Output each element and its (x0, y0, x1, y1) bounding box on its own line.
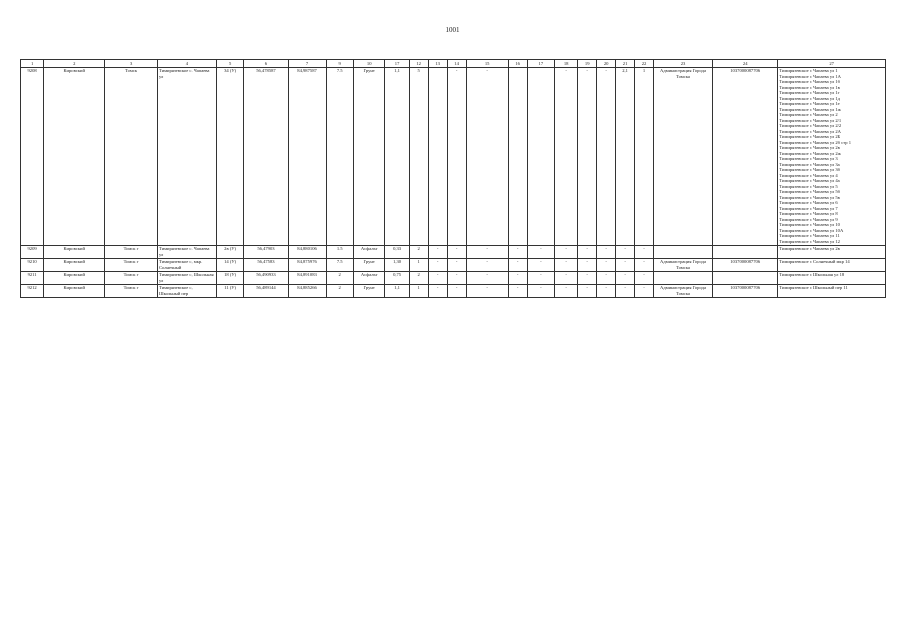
address-line: Тимирязевское с Чапаева ул 10А (779, 227, 844, 233)
table-cell: - (555, 258, 578, 271)
table-cell: Тимирязевское с, мкр. Солнечный (157, 258, 216, 271)
address-line: Тимирязевское с Чапаева ул 2 (779, 112, 838, 117)
table-cell: - (508, 284, 527, 297)
address-line: Тимирязевское с Чапаева ул 1г (779, 90, 840, 95)
page-number: 1001 (445, 26, 460, 34)
table-cell: 0,75 (385, 271, 409, 284)
table-cell: - (466, 284, 508, 297)
table-cell: - (527, 284, 554, 297)
table-cell: 7.5 (326, 258, 353, 271)
table-cell: - (635, 258, 654, 271)
table-row (21, 67, 886, 245)
table-cell: - (555, 67, 578, 245)
table-cell (713, 271, 778, 284)
table-cell: Кировский (44, 67, 105, 245)
column-header: 21 (616, 60, 635, 68)
table-cell: 2 (409, 245, 428, 258)
column-header: 9 (326, 60, 353, 68)
address-list-cell (778, 258, 886, 271)
table-cell: - (555, 284, 578, 297)
address-line: Тимирязевское с Чапаева ул 1б (779, 79, 840, 84)
table-cell: 9209 (21, 245, 44, 258)
column-header: 16 (508, 60, 527, 68)
column-header: 18 (555, 60, 578, 68)
table-cell: - (447, 67, 466, 245)
table-header-row (21, 60, 886, 68)
table-cell: 14 (У) (216, 258, 243, 271)
table-cell: - (508, 245, 527, 258)
table-cell: - (616, 245, 635, 258)
column-header: 27 (778, 60, 886, 68)
table-cell: 56,489144 (244, 284, 288, 297)
table-cell: 84,875976 (288, 258, 326, 271)
address-line: Тимирязевское с Чапаева ул 7 (779, 205, 838, 211)
column-header: 15 (466, 60, 508, 68)
table-cell: Асфальт (353, 271, 385, 284)
table-cell: 1,30 (385, 258, 409, 271)
address-line: Тимирязевское с Чапаева ул 1д (779, 95, 840, 101)
table-cell: - (597, 284, 616, 297)
table-cell (508, 67, 527, 245)
table-cell: 56,47583 (244, 258, 288, 271)
column-header: 7 (288, 60, 326, 68)
table-cell: Кировский (44, 258, 105, 271)
column-header: 6 (244, 60, 288, 68)
table-row (21, 245, 886, 258)
table-cell: 56,478587 (244, 67, 288, 245)
table-cell: Грунт (353, 67, 385, 245)
table-cell: 11 (У) (216, 284, 243, 297)
table-cell: 9208 (21, 67, 44, 245)
table-cell: - (597, 67, 616, 245)
table-cell: - (527, 271, 554, 284)
table-cell: 1037000087706 (713, 284, 778, 297)
table-cell: - (447, 284, 466, 297)
address-line: Тимирязевское с Чапаева ул 11 (779, 233, 840, 238)
column-header: 13 (428, 60, 447, 68)
column-header: 4 (157, 60, 216, 68)
table-cell: Администрация Города Томска (654, 258, 713, 271)
table-cell (654, 245, 713, 258)
table-cell: 9212 (21, 284, 44, 297)
column-header: 10 (353, 60, 385, 68)
address-line: Тимирязевское с Чапаева ул 2ж (779, 150, 841, 156)
table-cell: Тимирязевское с. Чапаева ул (157, 245, 216, 258)
table-cell: 84,987587 (288, 67, 326, 245)
table-cell: Томск г (105, 258, 158, 271)
table-cell: 9210 (21, 258, 44, 271)
address-list-cell (778, 245, 886, 258)
address-line: Тимирязевское с Чапаева ул 1 (779, 68, 838, 73)
column-header: 5 (216, 60, 243, 68)
table-cell: Томск г (105, 284, 158, 297)
table-cell: 1 (409, 258, 428, 271)
table-cell: 2 (326, 284, 353, 297)
address-line: Тимирязевское с Школьная ул 18 (779, 272, 845, 277)
table-cell (713, 245, 778, 258)
table-cell: Кировский (44, 284, 105, 297)
table-cell: - (428, 271, 447, 284)
table-cell: - (578, 284, 597, 297)
address-line: Тимирязевское с Чапаева ул 2А (779, 128, 841, 134)
table-row (21, 271, 886, 284)
table-cell: 9211 (21, 271, 44, 284)
column-header: 14 (447, 60, 466, 68)
address-line: Тимирязевское с Чапаева ул 2б стр 1 (779, 139, 851, 145)
address-line: Тимирязевское с Чапаева ул 1ж (779, 106, 841, 112)
table-cell: 7.5 (326, 67, 353, 245)
column-header: 20 (597, 60, 616, 68)
table-cell: - (597, 271, 616, 284)
address-line: Тимирязевское с Чапаева ул 5 (779, 183, 838, 189)
table-cell: - (466, 245, 508, 258)
address-line: Тимирязевское с Чапаева ул 2в (779, 246, 840, 251)
table-cell: - (428, 258, 447, 271)
table-cell: - (447, 258, 466, 271)
table-cell: Асфальт (353, 245, 385, 258)
table-cell: 0,33 (385, 245, 409, 258)
table-cell: 1037000087706 (713, 258, 778, 271)
address-line: Тимирязевское с Чапаева ул 2Б (779, 134, 841, 139)
address-line: Тимирязевское с Солнечный мкр 14 (779, 259, 850, 264)
table-cell: 56,490933 (244, 271, 288, 284)
address-line: Тимирязевское с Чапаева ул 6 (779, 200, 838, 205)
table-cell: - (527, 245, 554, 258)
table-cell: 5 (409, 67, 428, 245)
table-cell (428, 67, 447, 245)
table-cell: - (466, 271, 508, 284)
table-cell: - (527, 258, 554, 271)
table-cell: 84,885266 (288, 284, 326, 297)
column-header: 23 (654, 60, 713, 68)
table-cell: - (635, 284, 654, 297)
table-cell: 84,891083 (288, 271, 326, 284)
table-cell: - (555, 245, 578, 258)
table-cell: Тимирязевское с, Школьная ул (157, 271, 216, 284)
table-cell: - (508, 271, 527, 284)
address-line: Тимирязевское с Чапаева ул 3 (779, 156, 838, 161)
table-row (21, 258, 886, 271)
address-line: Тимирязевское с Чапаева ул 1А (779, 73, 841, 79)
table-cell: Тимирязевское с, Школьный пер (157, 284, 216, 297)
table-cell: - (578, 271, 597, 284)
table-cell: 2 (326, 271, 353, 284)
table-cell: 2в (У) (216, 245, 243, 258)
address-line: Тимирязевское с Чапаева ул 2/2 (779, 123, 842, 128)
table-cell: Грунт (353, 284, 385, 297)
column-header: 19 (578, 60, 597, 68)
column-header: 3 (105, 60, 158, 68)
address-line: Тимирязевское с Чапаева ул 1е (779, 101, 840, 106)
table-cell: Томск г (105, 271, 158, 284)
address-line: Тимирязевское с Чапаева ул 4 (779, 172, 838, 178)
table-cell: Кировский (44, 271, 105, 284)
address-line: Тимирязевское с Чапаева ул 2/1 (779, 117, 842, 123)
address-line: Тимирязевское с Чапаева ул 9 (779, 216, 838, 222)
table-cell: 1.5 (326, 245, 353, 258)
table-cell: 1,1 (385, 284, 409, 297)
address-list-cell (778, 271, 886, 284)
address-line: Тимирязевское с Чапаева ул 5в (779, 194, 840, 200)
table-cell: Администрация Города Томска (654, 67, 713, 245)
address-line: Тимирязевское с Школьный пер 11 (779, 285, 848, 290)
table-cell: 1 (409, 284, 428, 297)
register-table (20, 59, 886, 298)
table-cell: 1037000087706 (713, 67, 778, 245)
table-cell: - (508, 258, 527, 271)
table-cell: 2 (409, 271, 428, 284)
table-cell: 34 (У) (216, 67, 243, 245)
address-line: Тимирязевское с Чапаева ул 3а (779, 161, 840, 167)
address-list-cell (778, 284, 886, 297)
table-cell: 18 (У) (216, 271, 243, 284)
column-header: 17 (385, 60, 409, 68)
address-list-cell (778, 67, 886, 245)
table-cell: - (616, 271, 635, 284)
table-cell: Томск (105, 67, 158, 245)
table-cell: - (466, 258, 508, 271)
table-cell: 1,1 (385, 67, 409, 245)
table-cell: - (428, 284, 447, 297)
table-cell: Кировский (44, 245, 105, 258)
table-cell: - (428, 245, 447, 258)
table-cell: 56,47903 (244, 245, 288, 258)
table-cell: 2,1 (616, 67, 635, 245)
table-cell: Томск г (105, 245, 158, 258)
table-cell: - (447, 271, 466, 284)
table-cell: - (578, 67, 597, 245)
table-cell: - (635, 271, 654, 284)
table-cell: 1 (635, 67, 654, 245)
table-cell: - (578, 258, 597, 271)
table-cell: - (616, 258, 635, 271)
table-cell (654, 271, 713, 284)
column-header: 1 (21, 60, 44, 68)
column-header: 24 (713, 60, 778, 68)
table-cell: Тимирязевское с. Чапаева ул (157, 67, 216, 245)
table-cell: - (466, 67, 508, 245)
address-line: Тимирязевское с Чапаева ул 5б (779, 189, 840, 194)
table-cell: 84,880106 (288, 245, 326, 258)
address-line: Тимирязевское с Чапаева ул 3б (779, 167, 840, 172)
table-cell: - (555, 271, 578, 284)
table-cell (527, 67, 554, 245)
column-header: 2 (44, 60, 105, 68)
table-cell: - (616, 284, 635, 297)
table-cell: - (578, 245, 597, 258)
address-line: Тимирязевское с Чапаева ул 8 (779, 211, 838, 216)
table-cell: - (597, 258, 616, 271)
table-cell: - (447, 245, 466, 258)
table-row (21, 284, 886, 297)
table-cell: - (597, 245, 616, 258)
address-line: Тимирязевское с Чапаева ул 10 (779, 222, 840, 227)
column-header: 12 (409, 60, 428, 68)
table-cell: Администрация Города Томска (654, 284, 713, 297)
table-cell: - (635, 245, 654, 258)
column-header: 22 (635, 60, 654, 68)
table-cell: Грунт (353, 258, 385, 271)
column-header: 17 (527, 60, 554, 68)
address-line: Тимирязевское с Чапаева ул 4а (779, 178, 840, 183)
address-line: Тимирязевское с Чапаева ул 2в (779, 145, 840, 150)
address-line: Тимирязевское с Чапаева ул 1в (779, 84, 840, 90)
address-line: Тимирязевское с Чапаева ул 12 (779, 238, 840, 244)
